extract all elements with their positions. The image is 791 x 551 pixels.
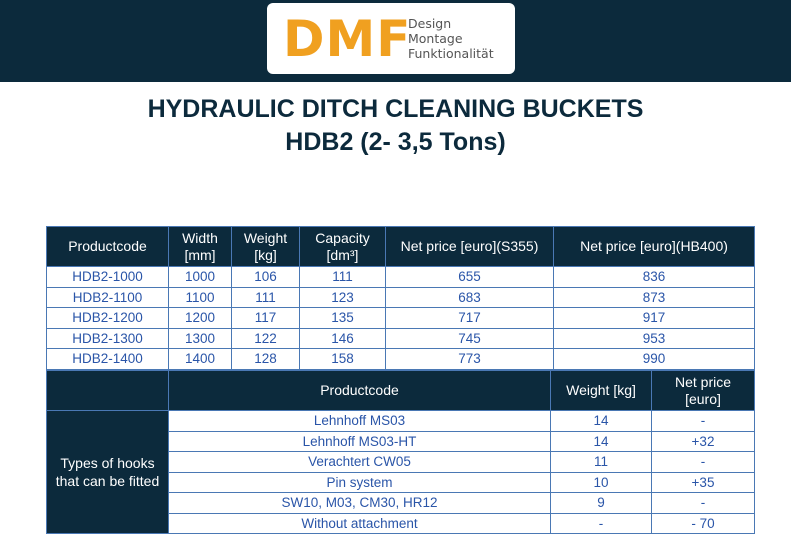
logo-mark: DMF	[283, 10, 412, 68]
cell-code: Without attachment	[169, 513, 551, 534]
logo-line: Montage	[408, 31, 463, 46]
cell-price-hb400: 990	[554, 349, 755, 370]
cell-price-s355: 745	[386, 328, 554, 349]
cell-weight: 11	[551, 452, 652, 473]
cell-weight: 14	[551, 411, 652, 432]
table-header-row	[47, 371, 755, 411]
cell-weight: 122	[232, 328, 300, 349]
col-price	[652, 371, 755, 411]
header-text: Width	[182, 229, 218, 246]
col-productcode: Productcode	[47, 227, 169, 267]
cell-weight: 128	[232, 349, 300, 370]
cell-weight: 111	[232, 287, 300, 308]
table-row	[47, 287, 755, 308]
table-row	[47, 308, 755, 329]
cell-price: -	[652, 411, 755, 432]
label-line: that can be fitted	[55, 473, 160, 489]
table-row	[47, 411, 755, 432]
header-unit: [mm]	[184, 246, 216, 263]
cell-weight: 117	[232, 308, 300, 329]
cell-code: HDB2-1300	[47, 328, 169, 349]
cell-capacity: 135	[300, 308, 386, 329]
cell-price: -	[652, 493, 755, 514]
cell-price-hb400: 836	[554, 267, 755, 288]
cell-price-s355: 655	[386, 267, 554, 288]
cell-weight: -	[551, 513, 652, 534]
table-row	[47, 267, 755, 288]
cell-weight: 14	[551, 431, 652, 452]
cell-price: - 70	[652, 513, 755, 534]
cell-code: HDB2-1200	[47, 308, 169, 329]
header-text: Weight	[243, 229, 288, 246]
hooks-table	[46, 370, 755, 534]
cell-width: 1300	[169, 328, 232, 349]
cell-price-hb400: 953	[554, 328, 755, 349]
cell-price-s355: 717	[386, 308, 554, 329]
cell-price: -	[652, 452, 755, 473]
cell-weight: 10	[551, 472, 652, 493]
table-row	[47, 349, 755, 370]
cell-code: Lehnhoff MS03-HT	[169, 431, 551, 452]
cell-weight: 106	[232, 267, 300, 288]
cell-capacity: 123	[300, 287, 386, 308]
logo-line: Funktionalität	[408, 46, 494, 61]
cell-price-hb400: 917	[554, 308, 755, 329]
cell-price-hb400: 873	[554, 287, 755, 308]
cell-code: HDB2-1000	[47, 267, 169, 288]
page-title: HYDRAULIC DITCH CLEANING BUCKETS	[147, 95, 644, 123]
cell-code: HDB2-1100	[47, 287, 169, 308]
company-logo	[267, 3, 515, 74]
table-row	[47, 328, 755, 349]
cell-code: HDB2-1400	[47, 349, 169, 370]
col-productcode: Productcode	[169, 371, 551, 411]
col-capacity	[300, 227, 386, 267]
header-text: Capacity	[315, 229, 370, 246]
cell-weight: 9	[551, 493, 652, 514]
logo-line: Design	[408, 16, 452, 31]
header-bar	[0, 0, 791, 82]
logo-tagline	[408, 16, 494, 61]
cell-capacity: 158	[300, 349, 386, 370]
cell-code: SW10, M03, CM30, HR12	[169, 493, 551, 514]
cell-width: 1200	[169, 308, 232, 329]
table-header-row	[47, 227, 755, 267]
cell-price: +32	[652, 431, 755, 452]
cell-price-s355: 683	[386, 287, 554, 308]
page-subtitle: HDB2 (2- 3,5 Tons)	[285, 128, 506, 156]
col-width	[169, 227, 232, 267]
cell-code: Verachtert CW05	[169, 452, 551, 473]
col-weight: Weight [kg]	[551, 371, 652, 411]
cell-capacity: 146	[300, 328, 386, 349]
col-price-s355: Net price [euro](S355)	[386, 227, 554, 267]
col-weight	[232, 227, 300, 267]
cell-capacity: 111	[300, 267, 386, 288]
cell-width: 1400	[169, 349, 232, 370]
header-spacer	[47, 371, 169, 411]
cell-price: +35	[652, 472, 755, 493]
hooks-side-label	[47, 411, 169, 534]
cell-code: Pin system	[169, 472, 551, 493]
cell-width: 1100	[169, 287, 232, 308]
header-unit: [dm³]	[326, 246, 359, 263]
header-unit: [kg]	[254, 246, 277, 263]
header-unit: [euro]	[685, 390, 721, 407]
col-price-hb400: Net price [euro](HB400)	[554, 227, 755, 267]
buckets-table	[46, 226, 755, 370]
cell-price-s355: 773	[386, 349, 554, 370]
label-line: Types of hooks	[60, 455, 155, 471]
header-text: Net price	[674, 373, 732, 390]
cell-code: Lehnhoff MS03	[169, 411, 551, 432]
cell-width: 1000	[169, 267, 232, 288]
